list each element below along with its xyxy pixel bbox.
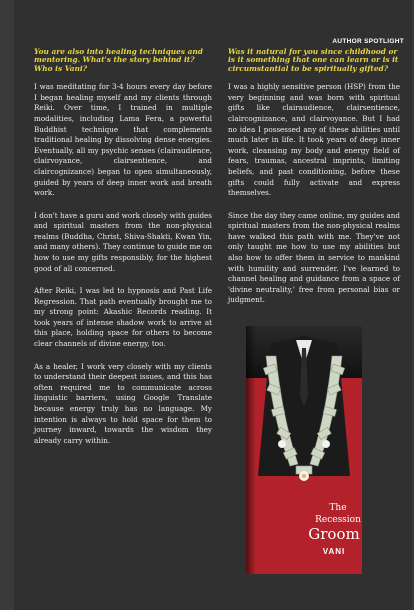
answer-paragraph: Since the day they came online, my guides and spiritual masters from the non-physical realms have walked this path with me. They've not only taught me how to use my abilities but also how to offer them in service to mankind with humility and surrender. I've learned to channel healing and guidance from a space of 'divine neutrality,' free from personal bias or judgment. <box>228 210 400 305</box>
interview-question: You are also into healing techniques and mentoring. What's the story behind it? Who is Vani? <box>34 47 203 73</box>
answer-paragraph: I don't have a guru and work closely with guides and spiritual masters from the non-physical realms (Buddha, Christ, Shiva-Shakti, Kwan Yin, and many others). They continue to guide me on how to use my gifts responsibly, for the highest good of all concerned. <box>34 210 212 273</box>
answer-paragraph: I was meditating for 3-4 hours every day before I began healing myself and my clients through Reiki. Over time, I trained in multiple modalities, including Lama Fera, a powerful Buddhist technique that complements traditional healing by dissolving dense energies. Eventually, all my psychic senses (clairaudience, clairvoyance, clairsentience, and claircognizance) began to open simultaneously, guided by years of deep inner work and breath work. <box>34 82 212 198</box>
book-title-line: Groom <box>308 525 360 543</box>
section-label: AUTHOR SPOTLIGHT <box>332 38 404 45</box>
interview-question: Was it natural for you since childhood or is it something that one can learn or is it circumstantial to be spiritually gifted? <box>228 47 399 73</box>
book-title-line: The <box>329 503 347 513</box>
answer-paragraph: As a healer, I work very closely with my clients to understand their deepest issues, and this has often required me to communicate across linguistic barriers, using Google Translate because energy truly has no language. My intention is always to hold space for them to journey inward, towards the wisdom they already carry within. <box>34 361 212 445</box>
answer-paragraph: I was a highly sensitive person (HSP) from the very beginning and was born with spiritual gifts like clairaudience, clairsentience, claircognizance, and clairvoyance. But I had no idea I possessed any of these abilities until much later in life. It took years of deep inner work, cleansing my body and energy field of fears, traumas, ancestral imprints, limiting beliefs, and past conditioning, before these gifts could fully activate and express themselves. <box>228 82 400 198</box>
answer-paragraph: After Reiki, I was led to hypnosis and Past Life Regression. That path eventually brought me to my strong point: Akashic Records reading. It took years of intense shadow work to arrive at this place, holding space for others to become clear channels of divine energy, too. <box>34 286 212 349</box>
right-column <box>228 48 400 318</box>
left-column <box>34 48 212 458</box>
book-title-line: Recession <box>315 515 361 525</box>
book-cover-image <box>242 326 366 574</box>
magazine-page <box>14 0 412 610</box>
book-author: VANI <box>322 547 346 556</box>
